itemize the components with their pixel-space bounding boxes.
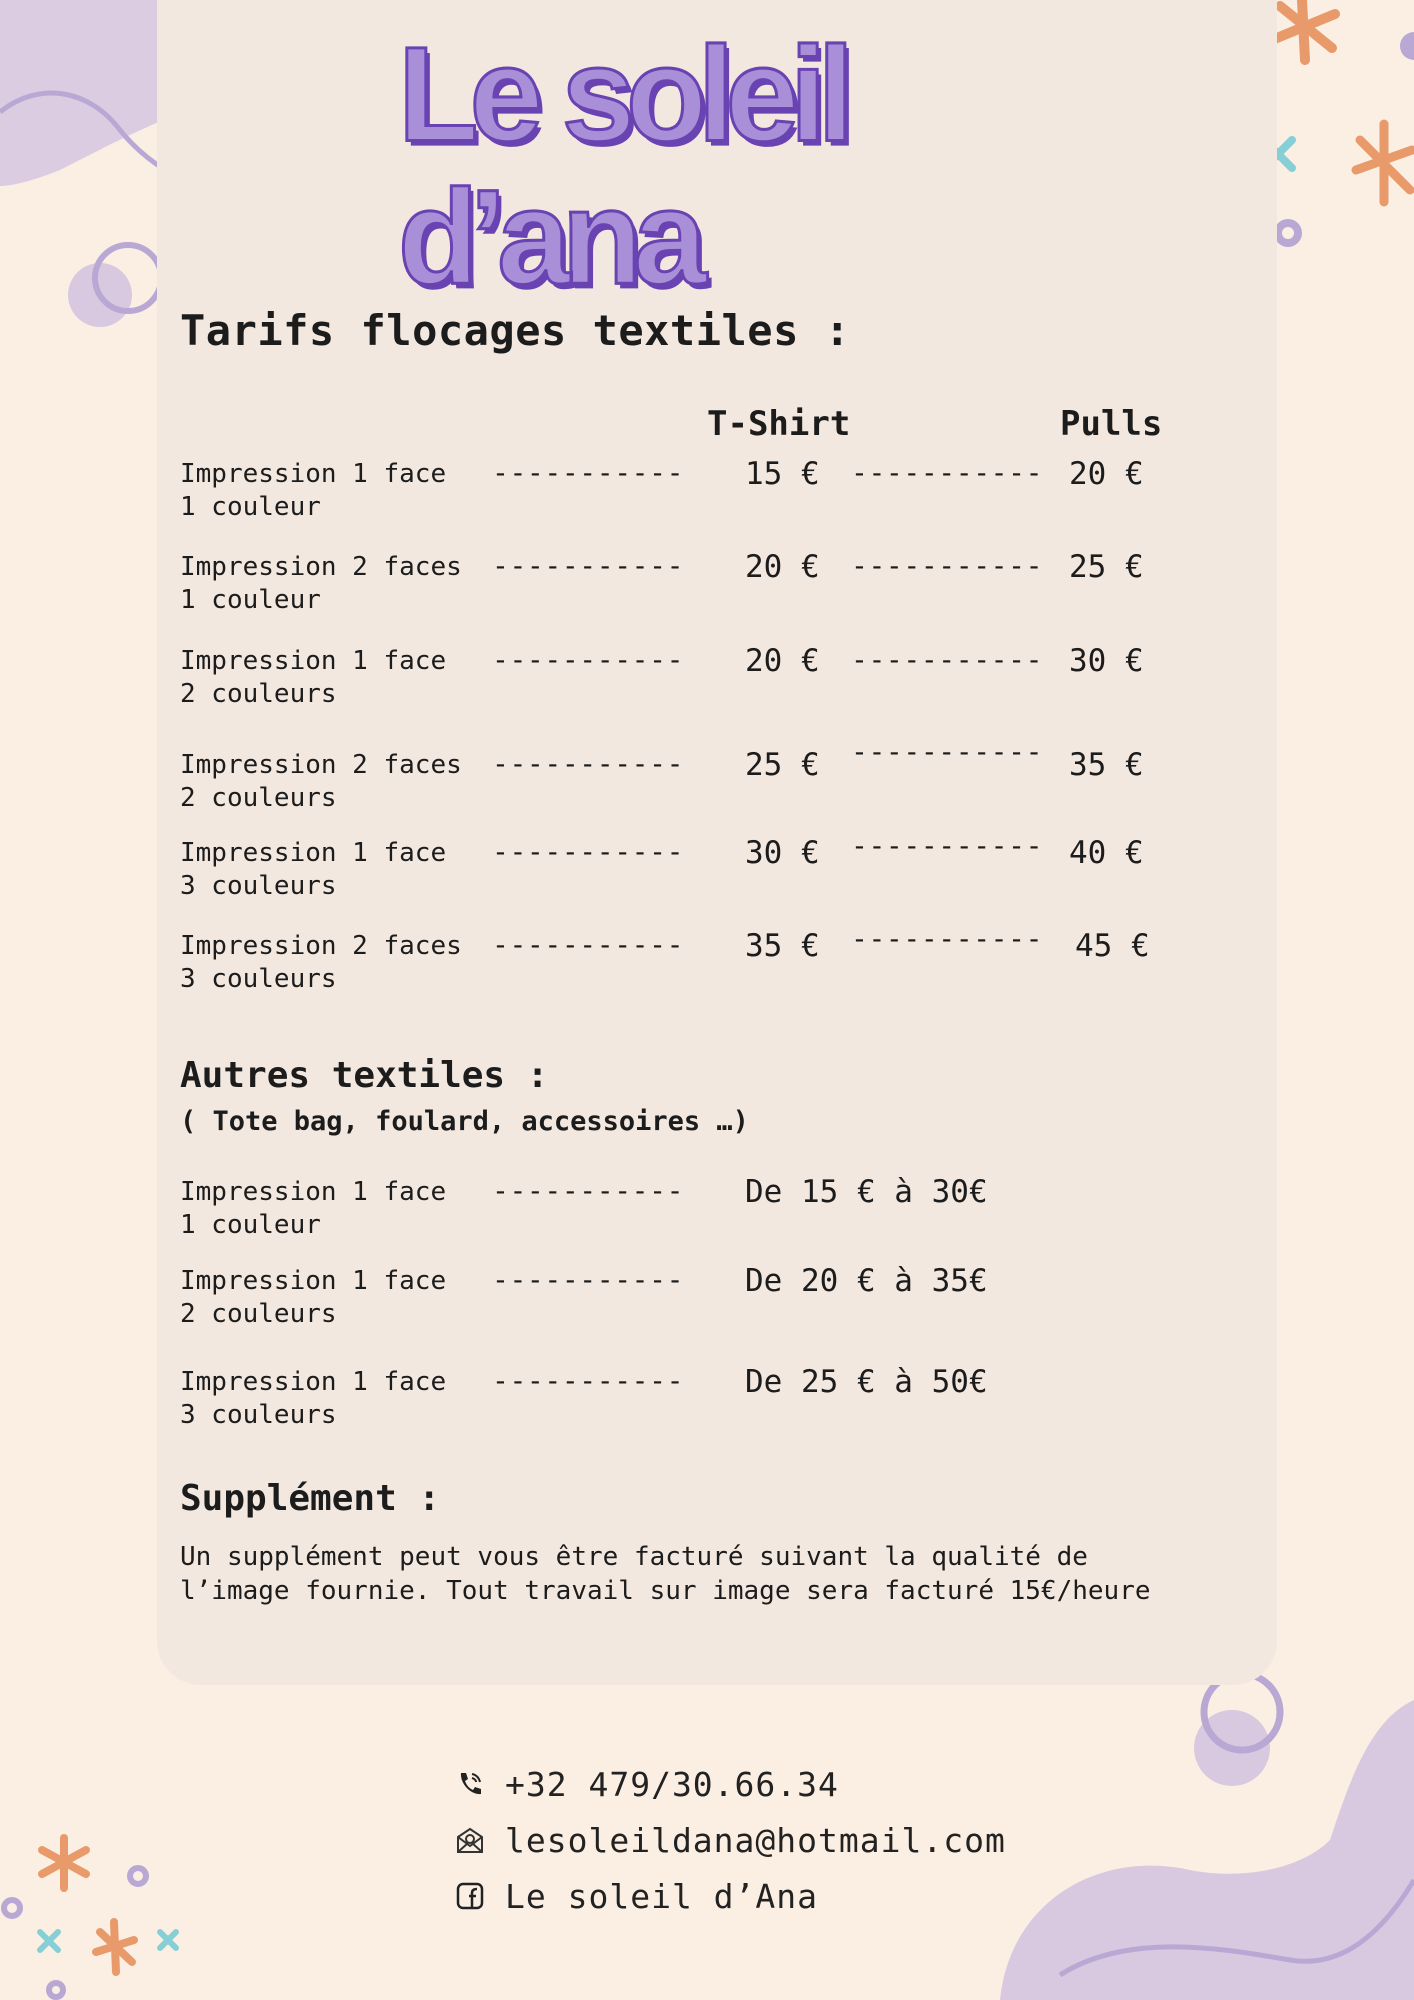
column-header-tshirt: T-Shirt xyxy=(707,404,851,444)
top-right-star-small xyxy=(1356,124,1412,202)
price-range: De 25 € à 50€ xyxy=(745,1364,988,1400)
pulls-price: 45 € xyxy=(1075,928,1150,964)
bottom-left-ring-3 xyxy=(49,1983,63,1997)
row-label-line1: Impression 1 face xyxy=(180,1367,447,1397)
row-label-line1: Impression 1 face xyxy=(180,838,447,868)
contact-facebook[interactable] xyxy=(455,1874,818,1918)
pulls-price: 35 € xyxy=(1069,747,1144,783)
phone-number: +32 479/30.66.34 xyxy=(505,1764,839,1804)
pulls-price: 30 € xyxy=(1069,643,1144,679)
leader-dashes: ----------- xyxy=(851,735,1044,768)
row-label-line2: 2 couleurs xyxy=(180,1299,337,1329)
leader-dashes: ----------- xyxy=(851,549,1044,582)
row-label-line2: 2 couleurs xyxy=(180,783,337,813)
row-label-line2: 1 couleur xyxy=(180,492,321,522)
leader-dashes: ----------- xyxy=(492,1263,685,1296)
top-right-dot xyxy=(1400,32,1414,60)
brand-title: Le soleil d’ana xyxy=(398,19,846,312)
bottom-left-cross-2 xyxy=(160,1932,176,1948)
leader-dashes: ----------- xyxy=(492,835,685,868)
tshirt-price: 15 € xyxy=(745,456,820,492)
bottom-left-ring-1 xyxy=(130,1868,146,1884)
pulls-price: 25 € xyxy=(1069,549,1144,585)
section-heading-other-textiles: Autres textiles : xyxy=(180,1055,549,1096)
leader-dashes: ----------- xyxy=(492,643,685,676)
tshirt-price: 30 € xyxy=(745,835,820,871)
leader-dashes: ----------- xyxy=(851,829,1044,862)
leader-dashes: ----------- xyxy=(492,747,685,780)
column-header-pulls: Pulls xyxy=(1060,404,1163,444)
row-label-line1: Impression 1 face xyxy=(180,1266,447,1296)
facebook-icon xyxy=(455,1881,485,1911)
row-label-line2: 3 couleurs xyxy=(180,964,337,994)
row-label-line2: 3 couleurs xyxy=(180,871,337,901)
pulls-price: 20 € xyxy=(1069,456,1144,492)
tshirt-price: 20 € xyxy=(745,549,820,585)
leader-dashes: ----------- xyxy=(492,1174,685,1207)
row-label-line1: Impression 2 faces xyxy=(180,552,462,582)
row-label-line2: 1 couleur xyxy=(180,1210,321,1240)
leader-dashes: ----------- xyxy=(492,549,685,582)
top-right-star-large xyxy=(1272,0,1335,60)
row-label-line2: 2 couleurs xyxy=(180,679,337,709)
bottom-left-star-1 xyxy=(42,1838,86,1888)
price-range: De 20 € à 35€ xyxy=(745,1263,988,1299)
row-label-line1: Impression 1 face xyxy=(180,459,447,489)
email-address: lesoleildana@hotmail.com xyxy=(505,1820,1006,1860)
section-heading-supplement: Supplément : xyxy=(180,1478,441,1519)
supplement-text: Un supplément peut vous être facturé suivant la qualité de l’image fournie. Tout travail sur image sera facturé 15€/heure xyxy=(180,1542,1151,1606)
leader-dashes: ----------- xyxy=(851,456,1044,489)
row-label-line2: 1 couleur xyxy=(180,585,321,615)
row-label-line1: Impression 2 faces xyxy=(180,750,462,780)
brand-header xyxy=(380,19,1040,312)
leader-dashes: ----------- xyxy=(492,1364,685,1397)
tshirt-price: 35 € xyxy=(745,928,820,964)
row-label-line1: Impression 1 face xyxy=(180,1177,447,1207)
leader-dashes: ----------- xyxy=(492,456,685,489)
facebook-page: Le soleil d’Ana xyxy=(505,1876,819,1916)
section-subheading: ( Tote bag, foulard, accessoires …) xyxy=(180,1106,749,1137)
page-title: Tarifs flocages textiles : xyxy=(180,306,851,355)
bottom-left-cross-1 xyxy=(40,1932,58,1950)
bottom-left-star-2 xyxy=(96,1922,134,1972)
row-label-line1: Impression 2 faces xyxy=(180,931,462,961)
tshirt-price: 25 € xyxy=(745,747,820,783)
price-range: De 15 € à 30€ xyxy=(745,1174,988,1210)
contact-phone[interactable] xyxy=(455,1762,839,1806)
top-right-ring-2 xyxy=(1278,223,1298,243)
phone-icon xyxy=(455,1769,485,1799)
row-label-line1: Impression 1 face xyxy=(180,646,447,676)
email-icon xyxy=(455,1825,485,1855)
row-label-line2: 3 couleurs xyxy=(180,1400,337,1430)
leader-dashes: ----------- xyxy=(851,643,1044,676)
pulls-price: 40 € xyxy=(1069,835,1144,871)
tshirt-price: 20 € xyxy=(745,643,820,679)
bottom-left-ring-2 xyxy=(4,1900,20,1916)
contact-email[interactable] xyxy=(455,1818,1006,1862)
leader-dashes: ----------- xyxy=(851,922,1044,955)
leader-dashes: ----------- xyxy=(492,928,685,961)
